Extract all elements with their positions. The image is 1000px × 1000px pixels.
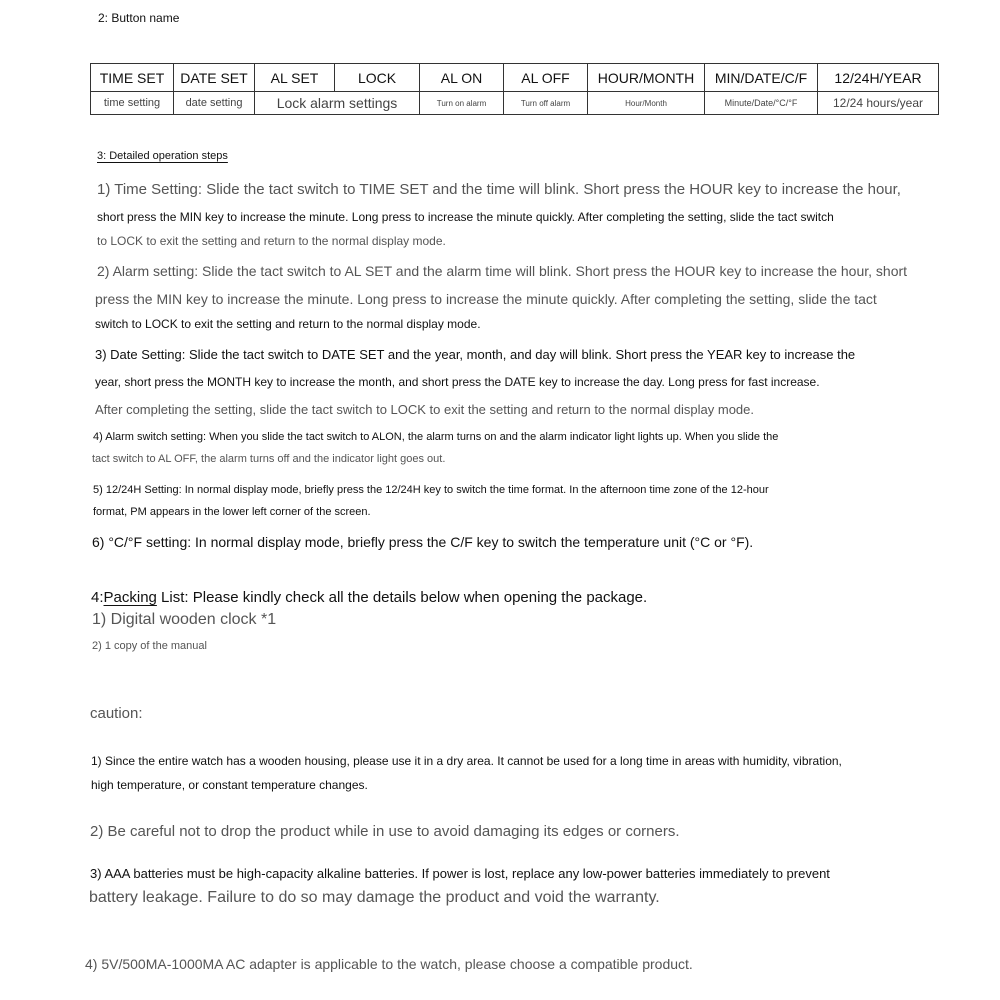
section-3-line-4: 2) Alarm setting: Slide the tact switch to AL SET and the alarm time will blink. Short press the HOUR key to increase the hour, short xyxy=(97,263,908,279)
table-header-row xyxy=(91,64,939,92)
desc-hour-month: Hour/Month xyxy=(588,92,705,115)
caution-line-5: battery leakage. Failure to do so may damage the product and void the warranty. xyxy=(89,889,660,906)
section-3-line-8: year, short press the MONTH key to increase the month, and short press the DATE key to increase the day. Long press for fast increase. xyxy=(95,375,820,389)
section-3-line-2: short press the MIN key to increase the minute. Long press to increase the minute quickly. After completing the setting, slide the tact switch xyxy=(97,210,834,224)
section-3-line-11: tact switch to AL OFF, the alarm turns off and the indicator light goes out. xyxy=(92,453,446,465)
table-description-row xyxy=(91,92,939,115)
header-al-set: AL SET xyxy=(255,64,335,92)
section-3-line-12: 5) 12/24H Setting: In normal display mode, briefly press the 12/24H key to switch the time format. In the afternoon time zone of the 12-hour xyxy=(93,484,769,496)
section-4-heading-packing: Packing xyxy=(103,589,157,606)
desc-12-24-hours-year: 12/24 hours/year xyxy=(818,92,939,115)
desc-turn-off-alarm: Turn off alarm xyxy=(504,92,588,115)
section-3-line-7: 3) Date Setting: Slide the tact switch to DATE SET and the year, month, and day will blink. Short press the YEAR key to increase the xyxy=(95,347,856,362)
header-lock: LOCK xyxy=(335,64,420,92)
section-3-line-6: switch to LOCK to exit the setting and return to the normal display mode. xyxy=(95,317,481,331)
header-date-set: DATE SET xyxy=(174,64,255,92)
desc-turn-on-alarm: Turn on alarm xyxy=(420,92,504,115)
header-al-off: AL OFF xyxy=(504,64,588,92)
header-hour-month: HOUR/MONTH xyxy=(588,64,705,92)
caution-line-6: 4) 5V/500MA-1000MA AC adapter is applicable to the watch, please choose a compatible product. xyxy=(85,956,693,972)
caution-line-3: 2) Be careful not to drop the product while in use to avoid damaging its edges or corners. xyxy=(90,823,680,840)
section-3-line-5: press the MIN key to increase the minute. Long press to increase the minute quickly. After completing the setting, slide the tact xyxy=(95,291,877,307)
caution-line-2: high temperature, or constant temperature changes. xyxy=(91,778,368,792)
caution-line-1: 1) Since the entire watch has a wooden housing, please use it in a dry area. It cannot be used for a long time in areas with humidity, vibration, xyxy=(91,754,842,768)
section-4-heading-prefix: 4: xyxy=(91,589,104,606)
header-12-24h-year: 12/24H/YEAR xyxy=(818,64,939,92)
header-min-date-cf: MIN/DATE/C/F xyxy=(705,64,818,92)
desc-time-setting: time setting xyxy=(91,92,174,115)
section-2-heading: 2: Button name xyxy=(98,11,180,25)
section-3-line-10: 4) Alarm switch setting: When you slide the tact switch to ALON, the alarm turns on and the alarm indicator light lights up. When you slide the xyxy=(93,431,779,443)
header-time-set: TIME SET xyxy=(91,64,174,92)
section-3-line-3: to LOCK to exit the setting and return to the normal display mode. xyxy=(97,234,446,248)
button-name-table xyxy=(90,63,939,115)
section-3-line-13: format, PM appears in the lower left corner of the screen. xyxy=(93,506,371,518)
section-3-heading: 3: Detailed operation steps xyxy=(97,150,228,162)
packing-item-2: 2) 1 copy of the manual xyxy=(92,640,207,652)
section-4-heading-rest: List: Please kindly check all the details below when opening the package. xyxy=(156,589,648,606)
caution-line-4: 3) AAA batteries must be high-capacity alkaline batteries. If power is lost, replace any low-power batteries immediately to prevent xyxy=(90,866,830,881)
caution-heading: caution: xyxy=(90,705,143,722)
packing-item-1: 1) Digital wooden clock *1 xyxy=(92,611,277,628)
section-3-line-9: After completing the setting, slide the tact switch to LOCK to exit the setting and return to the normal display mode. xyxy=(95,402,755,417)
desc-date-setting: date setting xyxy=(174,92,255,115)
desc-minute-date-cf: Minute/Date/°C/°F xyxy=(705,92,818,115)
header-al-on: AL ON xyxy=(420,64,504,92)
section-3-line-1: 1) Time Setting: Slide the tact switch to TIME SET and the time will blink. Short press the HOUR key to increase the hour, xyxy=(97,181,901,198)
section-4-heading xyxy=(91,589,647,606)
desc-lock-alarm-settings: Lock alarm settings xyxy=(255,92,420,115)
section-3-line-14: 6) °C/°F setting: In normal display mode, briefly press the C/F key to switch the temperature unit (°C or °F). xyxy=(92,534,754,550)
